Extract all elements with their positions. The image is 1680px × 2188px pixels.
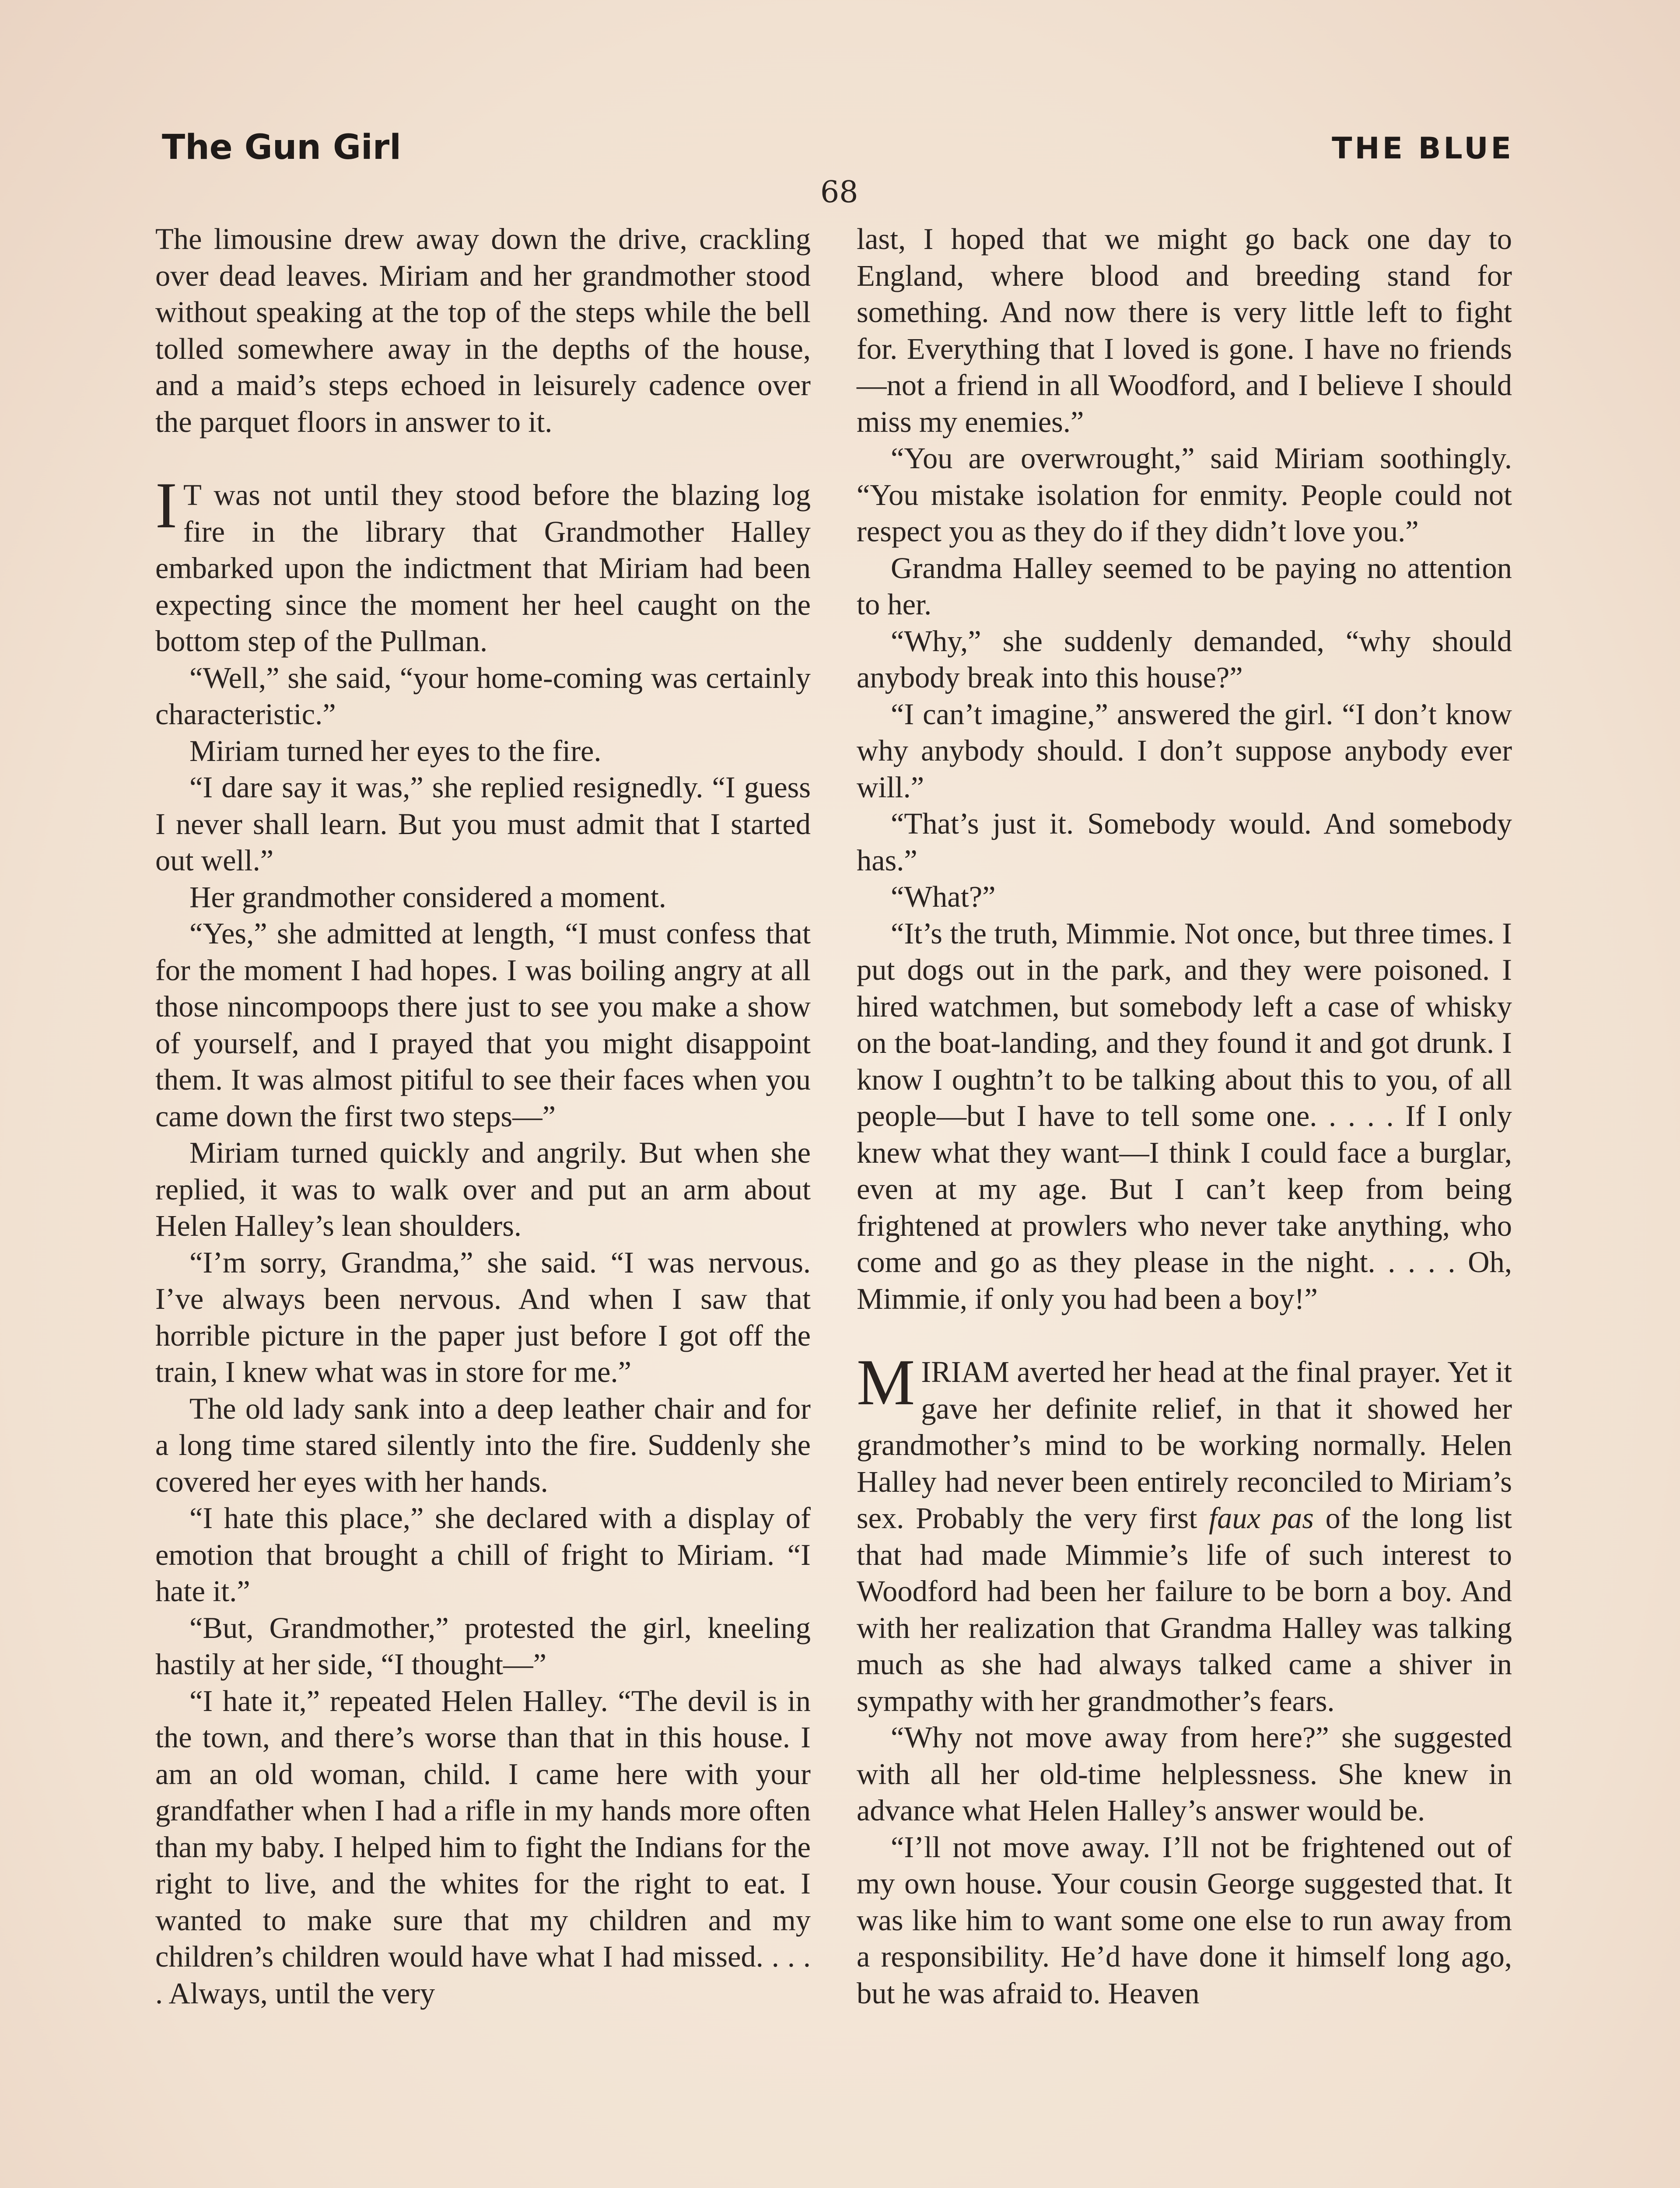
- paragraph: “Why,” she suddenly demanded, “why should anybody break into this house?”: [857, 624, 1512, 694]
- paragraph-section-start: [155, 469, 811, 660]
- drop-cap: M: [857, 1346, 915, 1419]
- paragraph: “I can’t imagine,” answered the girl. “I don’t know why anybody should. I don’t suppose anybody ever will.”: [857, 697, 1512, 804]
- paragraph: “Well,” she said, “your home-coming was certainly characteristic.”: [155, 661, 811, 731]
- paragraph: “That’s just it. Somebody would. And somebody has.”: [857, 807, 1512, 877]
- paragraph: “You are overwrought,” said Miriam soothingly. “You mistake isolation for enmity. People could not respect you as they do if they didn’t love you.”: [857, 442, 1512, 548]
- paragraph: The old lady sank into a deep leather chair and for a long time stared silently into the fire. Suddenly she covered her eyes with her hands.: [155, 1392, 811, 1498]
- paragraph-text: of the long list that had made Mimmie’s life of such interest to Woodford had been her failure to be born a boy. And with her realization that Grandma Halley was talking much as she had always talked came a shiver in sympathy with her grandmother’s fears.: [857, 1501, 1512, 1718]
- paragraph: “I’m sorry, Grandma,” she said. “I was nervous. I’ve always been nervous. And when I saw that horrible picture in the paper just before I got off the train, I knew what was in store for me.”: [155, 1245, 811, 1389]
- paragraph-text: IRIAM averted her head at the final prayer. Yet it gave her definite relief, in that it showed her grandmother’s mind to be working normally. Helen Halley had never been entirely reconciled to Miriam’s sex. Probably the very first: [857, 1355, 1512, 1535]
- paragraph: “What?”: [891, 880, 996, 913]
- paragraph: “I dare say it was,” she replied resignedly. “I guess I never shall learn. But you must admit that I started out well.”: [155, 771, 811, 877]
- paragraph: Miriam turned her eyes to the fire.: [189, 734, 602, 768]
- paragraph: last, I hoped that we might go back one day to England, where blood and breeding stand for something. And now there is very little left to fight for. Everything that I loved is gone. I have no friends—not a friend in all Woodford, and I believe I should miss my enemies.”: [857, 222, 1512, 438]
- story-title: The Gun Girl: [162, 128, 401, 167]
- paragraph: “But, Grandmother,” protested the girl, kneeling hastily at her side, “I thought—”: [155, 1611, 811, 1681]
- paragraph: Grandma Halley seemed to be paying no attention to her.: [857, 551, 1512, 621]
- paragraph: “I hate it,” repeated Helen Halley. “The devil is in the town, and there’s worse than that in this house. I am an old woman, child. I came here with your grandfather when I had a rifle in my hands more often than my baby. I helped him to fight the Indians for the right to live, and the whites for the right to eat. I wanted to make sure that my children and my children’s children would have what I had missed. . . . . Always, until the very: [155, 1684, 811, 2010]
- page-number: 68: [820, 175, 858, 210]
- paragraph: “Why not move away from here?” she suggested with all her old-time helplessness. She knew in advance what Helen Halley’s answer would be.: [857, 1721, 1512, 1827]
- magazine-title: THE BLUE: [1332, 131, 1514, 166]
- drop-cap: I: [155, 469, 177, 542]
- paragraph-section-start: [857, 1346, 1512, 1719]
- paragraph-text: T was not until they stood before the blazing log fire in the library that Grandmother Halley embarked upon the indictment that Miriam had been expecting since the moment her heel caught on the bottom step of the Pullman.: [155, 478, 811, 658]
- left-text-column: [155, 221, 811, 2012]
- paragraph: “I hate this place,” she declared with a display of emotion that brought a chill of fright to Miriam. “I hate it.”: [155, 1501, 811, 1608]
- paragraph: “It’s the truth, Mimmie. Not once, but three times. I put dogs out in the park, and they were poisoned. I hired watchmen, but somebody left a case of whisky on the boat-landing, and they found it and got drunk. I know I oughtn’t to be talking about this to you, of all people—but I have to tell some one. . . . . If I only knew what they want—I think I could face a burglar, even at my age. But I can’t keep from being frightened at prowlers who never take anything, who come and go as they please in the night. . . . . Oh, Mimmie, if only you had been a boy!”: [857, 916, 1512, 1315]
- right-text-column: [857, 221, 1512, 2012]
- paragraph: “I’ll not move away. I’ll not be frightened out of my own house. Your cousin George suggested that. It was like him to want some one else to run away from a responsibility. He’d have done it himself long ago, but he was afraid to. Heaven: [857, 1830, 1512, 2010]
- paragraph: Miriam turned quickly and angrily. But when she replied, it was to walk over and put an arm about Helen Halley’s lean shoulders.: [155, 1136, 811, 1242]
- paragraph: “Yes,” she admitted at length, “I must confess that for the moment I had hopes. I was boiling angry at all those nincompoops there just to see you make a show of yourself, and I prayed that you might disappoint them. It was almost pitiful to see their faces when you came down the first two steps—”: [155, 917, 811, 1133]
- paragraph: The limousine drew away down the drive, crackling over dead leaves. Miriam and her grandmother stood without speaking at the top of the steps while the bell tolled somewhere away in the depths of the house, and a maid’s steps echoed in leisurely cadence over the parquet floors in answer to it.: [155, 222, 811, 438]
- italic-phrase: faux pas: [1209, 1501, 1314, 1535]
- paragraph: Her grandmother considered a moment.: [189, 880, 666, 914]
